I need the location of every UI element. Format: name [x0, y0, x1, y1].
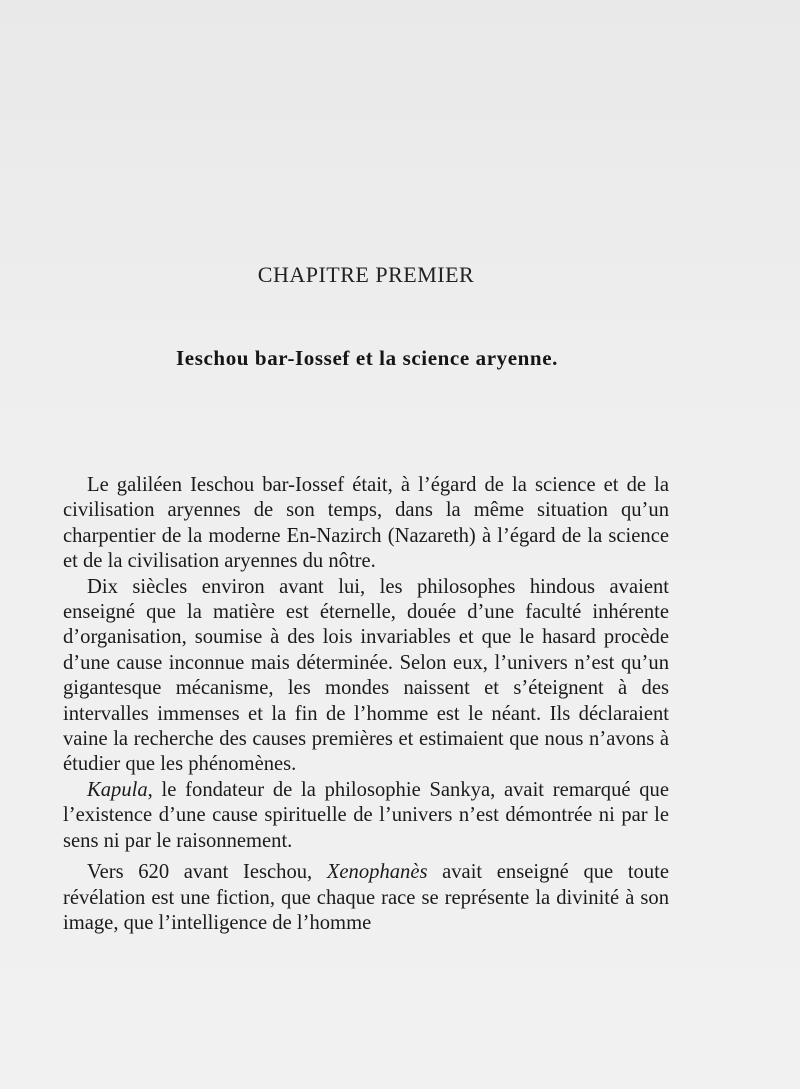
kapula-name: Kapula	[87, 778, 148, 801]
chapter-title: Ieschou bar-Iossef et la science aryenne.	[176, 346, 558, 370]
paragraph-1: Le galiléen Ieschou bar-Iossef était, à l’égard de la science et de la civilisation aryennes de son temps, dans la même situation qu’un charpentier de la moderne En-Nazirch (Nazareth) à l’égard de la science et de la civilisation aryennes du nôtre.	[63, 474, 669, 573]
xenophanes-name: Xenophanès	[326, 861, 428, 884]
paragraph-4-text: avait enseigné que toute révélation est une fiction, que chaque race se représente la divinité à son image, que l’intelligence de l’homme	[63, 861, 670, 934]
body-text	[63, 473, 669, 936]
chapter-heading: CHAPITRE PREMIER	[257, 262, 475, 287]
paragraph-4	[63, 860, 669, 936]
paragraph-3-text: , le fondateur de la philosophie Sankya, avait remarqué que l’existence d’une cause spirituelle de l’univers n’est démontrée ni par le sens ni par le raisonnement.	[63, 778, 669, 852]
paragraph-4-intro: Vers 620 avant Ieschou,	[87, 861, 327, 884]
paragraph-3	[63, 778, 669, 854]
paragraph-2: Dix siècles environ avant lui, les philosophes hindous avaient enseigné que la matière est éternelle, douée d’une faculté inhérente d’organisation, soumise à des lois invariables et que le hasard procède d’une cause inconnue mais déterminée. Selon eux, l’univers n’est qu’un gigantesque mécanisme, les mondes naissent et s’éteignent à des intervalles immenses et la fin de l’homme est le néant. Ils déclaraient vaine la recherche des causes premières et estimaient que nous n’avons à étudier que les phénomènes.	[63, 575, 669, 776]
